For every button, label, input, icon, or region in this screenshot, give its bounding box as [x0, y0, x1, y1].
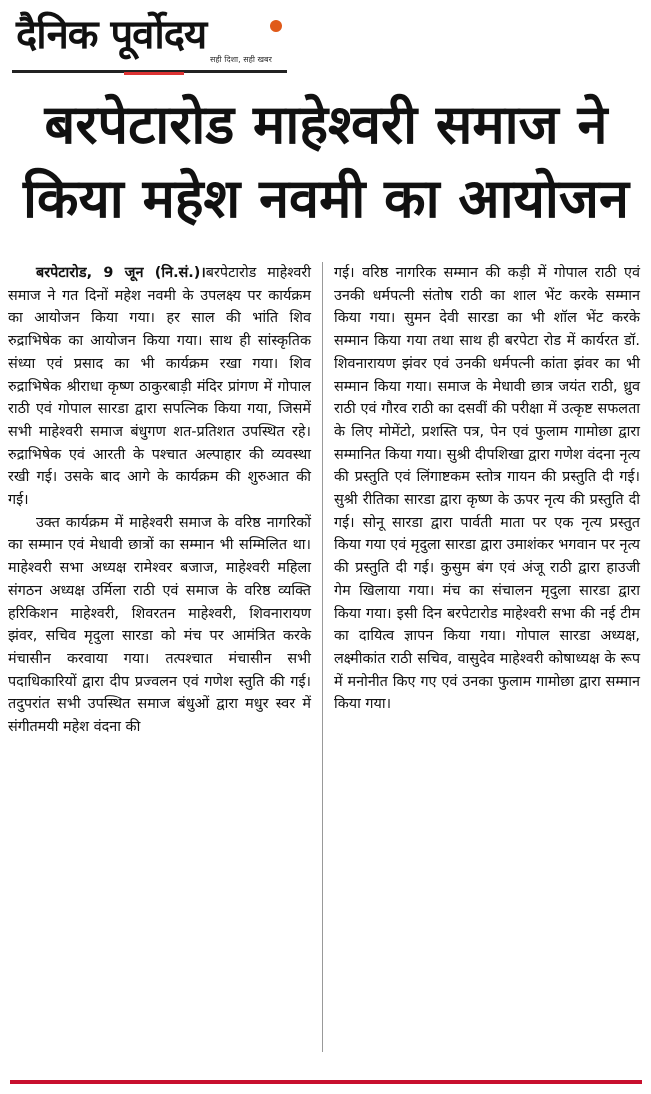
logo-dot-icon: [270, 20, 282, 32]
masthead: [12, 6, 287, 72]
dateline: बरपेटारोड, 9 जून (नि.सं.)।: [36, 265, 206, 281]
headline-line-2: किया महेश नवमी का आयोजन: [23, 167, 629, 230]
article-column-left: [8, 262, 311, 739]
masthead-tagline: सही दिशा, सही खबर: [210, 55, 272, 64]
page-bottom-rule: [10, 1080, 642, 1084]
article-paragraph-3: गई। वरिष्ठ नागरिक सम्मान की कड़ी में गोपाल राठी एवं उनकी धर्मपत्नी संतोष राठी का शाल भेंट करके सम्मान किया गया। सुमन देवी सारडा का भी शॉल भेंट करके सम्मान किया गया तथा साथ ही बरपेटा रोड में कार्यरत डॉ. शिवनारायण झंवर एवं उनकी धर्मपत्नी कांता झंवर का भी सम्मान किया गया। समाज के मेधावी छात्र जयंत राठी, ध्रुव राठी एवं गौरव राठी का दसवीं की परीक्षा में उत्कृष्ट सफलता के लिए मोमेंटो, प्रशस्ति पत्र, पेन एवं फुलाम गामोछा द्वारा सम्मानित किया गया। सुश्री दीपशिखा द्वारा गणेश वंदना नृत्य की प्रस्तुति एवं लिंगाष्टकम स्तोत्र गायन की प्रस्तुति दी गई। सुश्री रीतिका सारडा द्वारा कृष्ण के ऊपर नृत्य की प्रस्तुति दी गई। सोनू सारडा द्वारा पार्वती माता पर एक नृत्य प्रस्तुत किया गया एवं मृदुला सारडा द्वारा उमाशंकर भगवान पर नृत्य की प्रस्तुति दी गई। कुसुम बंग एवं अंजू राठी द्वारा हाउजी गेम खिलाया गया। मंच का संचालन मृदुला सारडा द्वारा किया गया। इसी दिन बरपेटारोड माहेश्वरी सभा की नई टीम का दायित्व ज्ञापन किया गया। गोपाल सारडा अध्यक्ष, लक्ष्मीकांत राठी सचिव, वासुदेव माहेश्वरी कोषाध्यक्ष के रूप में मनोनीत किए गए एवं उनका फुलाम गामोछा द्वारा सम्मान किया गया।: [334, 265, 640, 713]
column-divider: [322, 262, 323, 1052]
article-column-right: [334, 262, 640, 716]
paragraph-1-text: बरपेटारोड माहेश्वरी समाज ने गत दिनों महेश नवमी के उपलक्ष्य पर कार्यक्रम का आयोजन किया गया। हर साल की भांति शिव रुद्राभिषेक का आयोजन किया गया। साथ ही सांस्कृतिक संध्या एवं प्रसाद का भी कार्यक्रम रखा गया। शिव रुद्राभिषेक श्रीराधा कृष्ण ठाकुरबाड़ी मंदिर प्रांगण में गोपाल राठी एवं गोपाल सारडा द्वारा सपत्निक किया गया, जिसमें सभी माहेश्वरी समाज बंधुगण शत-प्रतिशत उपस्थित रहे। रुद्राभिषेक एवं आरती के पश्चात अल्पाहार की व्यवस्था रखी गई। उसके बाद आगे के कार्यक्रम की शुरुआत की गई।: [8, 265, 311, 509]
masthead-accent-strip: [124, 72, 184, 75]
article-paragraph-1: [8, 262, 311, 512]
article-headline: [20, 88, 632, 236]
article-paragraph-2: उक्त कार्यक्रम में माहेश्वरी समाज के वरिष्ठ नागरिकों का सम्मान एवं मेधावी छात्रों का सम्मान भी सम्मिलित था। माहेश्वरी सभा अध्यक्ष रामेश्वर बजाज, माहेश्वरी महिला संगठन अध्यक्ष उर्मिला राठी एवं समाज के वरिष्ठ व्यक्ति हरिकिशन माहेश्वरी, शिवरतन माहेश्वरी, शिवनारायण झंवर, सचिव मृदुला सारडा को मंच पर आमंत्रित करके मंचासीन करवाया गया। तत्पश्चात मंचासीन सभी पदाधिकारियों द्वारा दीप प्रज्वलन एवं गणेश स्तुति की गई। तदुपरांत सभी उपस्थित समाज बंधुओं द्वारा मधुर स्वर में संगीतमयी महेश वंदना की: [8, 514, 311, 736]
headline-line-1: बरपेटारोड माहेश्वरी समाज ने: [44, 93, 608, 156]
newspaper-logo: दैनिक पूर्वोदय: [16, 12, 207, 58]
